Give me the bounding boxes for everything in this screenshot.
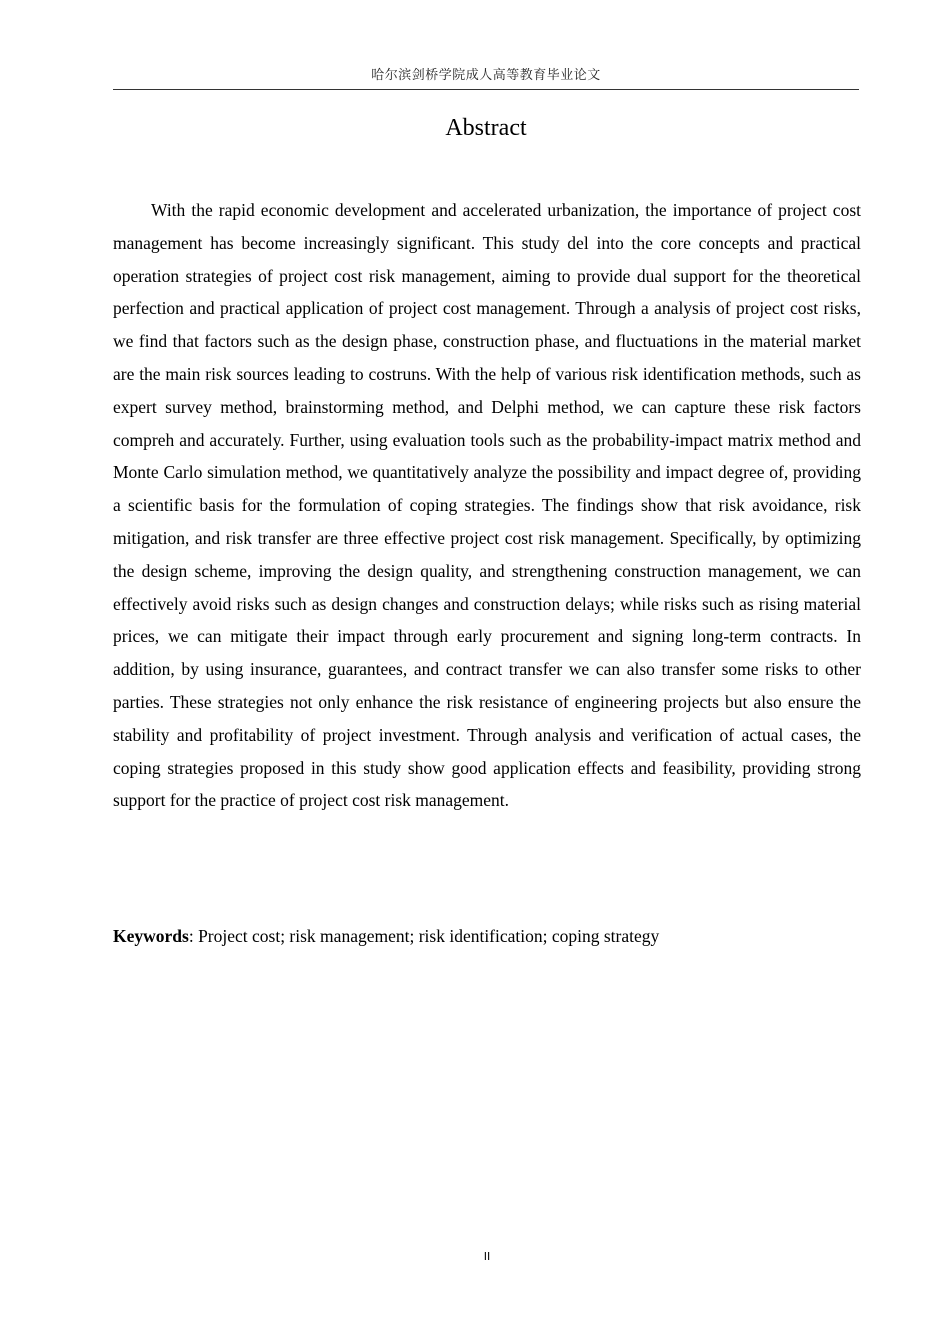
keywords-label: Keywords — [113, 926, 189, 946]
keywords-text: : Project cost; risk management; risk identification; coping strategy — [188, 926, 660, 946]
abstract-body: With the rapid economic development and accelerated urbanization, the importance of project cost management has become increasingly significant. This study del into the core concepts and practical operation strategies of project cost risk management, aiming to provide dual support for the theoretical perfection and practical application of project cost management. Through a analysis of project cost risks, we find that factors such as the design phase, construction phase, and fluctuations in the material market are the main risk sources leading to costruns. With the help of various risk identification methods, such as expert survey method, brainstorming method, and Delphi method, we can capture these risk factors compreh and accurately. Further, using evaluation tools such as the probability-impact matrix method and Monte Carlo simulation method, we quantitatively analyze the possibility and impact degree of, providing a scientific basis for the formulation of coping strategies. The findings show that risk avoidance, risk mitigation, and risk transfer are three effective project cost risk management. Specifically, by optimizing the design scheme, improving the design quality, and strengthening construction management, we can effectively avoid risks such as design changes and construction delays; while risks such as rising material prices, we can mitigate their impact through early procurement and signing long-term contracts. In addition, by using insurance, guarantees, and contract transfer we can also transfer some risks to other parties. These strategies not only enhance the risk resistance of engineering projects but also ensure the stability and profitability of project investment. Through analysis and verification of actual cases, the coping strategies proposed in this study show good application effects and feasibility, providing strong support for the practice of project cost risk management. — [113, 200, 861, 811]
keywords-line — [113, 920, 861, 952]
running-header: 哈尔滨剑桥学院成人高等教育毕业论文 — [371, 68, 601, 83]
page-number: II — [483, 1250, 491, 1263]
header-rule — [113, 89, 859, 90]
abstract-title: Abstract — [445, 115, 527, 141]
